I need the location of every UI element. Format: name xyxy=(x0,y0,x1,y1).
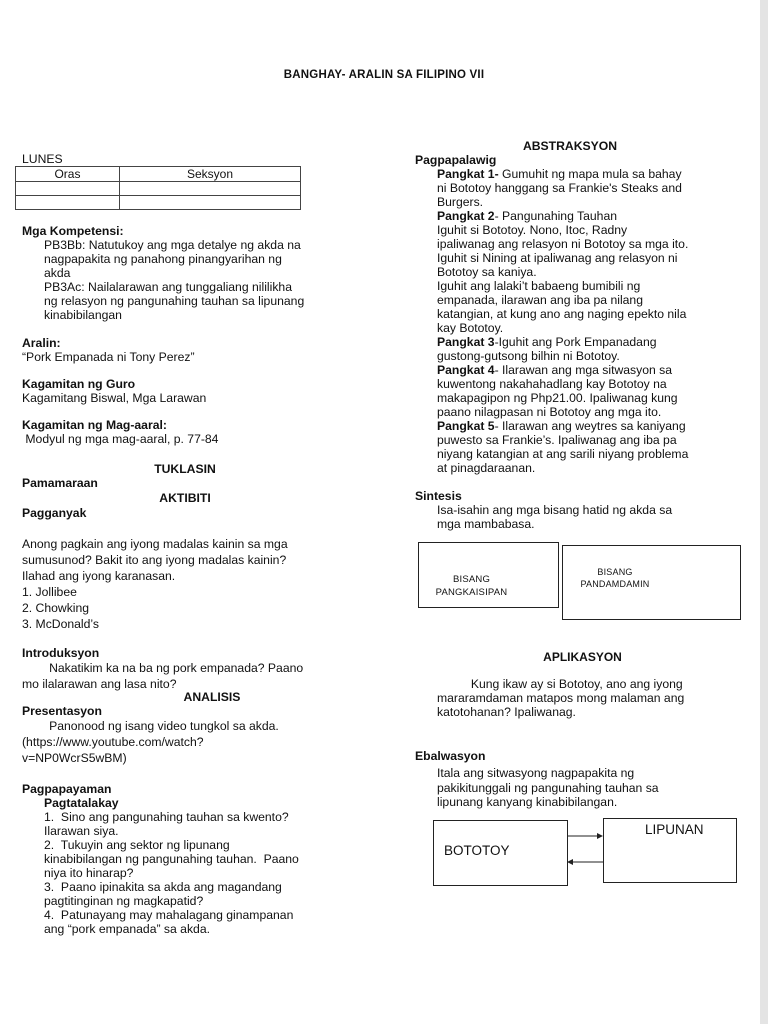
bisang-pandamdamin-box xyxy=(562,545,741,620)
ebalwasyon-heading: Ebalwasyon xyxy=(415,749,486,763)
question-item: 3. Paano ipinakita sa akda ang magandang pagtitinginan ng magkapatid? xyxy=(44,880,282,908)
choice-item: 2. Chowking xyxy=(22,601,90,615)
table-header-seksyon: Seksyon xyxy=(119,167,300,182)
guro-heading: Kagamitan ng Guro xyxy=(22,377,136,391)
pagganyak-text: Anong pagkain ang iyong madalas kainin sa mga sumusunod? Bakit ito ang iyong madalas kainin? Ilahad ang iyong karanasan. xyxy=(22,537,288,583)
lipunan-box xyxy=(603,818,737,883)
analisis-heading: ANALISIS xyxy=(183,690,241,704)
tuklasin-heading: TUKLASIN xyxy=(154,462,216,476)
table-cell xyxy=(119,182,300,196)
pagpapayaman-heading: Pagpapayaman xyxy=(22,782,112,796)
introduksyon-text: Nakatikim ka na ba ng pork empanada? Paano mo ilalarawan ang lasa nito? xyxy=(22,661,304,691)
magaaral-heading: Kagamitan ng Mag-aaral: xyxy=(22,418,167,432)
schedule-table xyxy=(15,166,301,210)
abstraksyon-heading: ABSTRAKSYON xyxy=(522,139,618,153)
aplikasyon-text: Kung ikaw ay si Bototoy, ano ang iyong mararamdaman matapos mong malaman ang katotohanan? Ipaliwanag. xyxy=(437,677,685,719)
introduksyon-heading: Introduksyon xyxy=(22,646,100,660)
choice-item: 3. McDonald’s xyxy=(22,617,99,631)
pangkat-1-text: Gumuhit ng mapa mula sa bahay ni Bototoy hanggang sa Frankie's Steaks and Burgers. xyxy=(437,167,682,209)
right-column xyxy=(415,139,735,531)
aktibiti-heading: AKTIBITI xyxy=(159,491,211,505)
bisang-pangkaisipan-box xyxy=(418,542,559,608)
kompetensi-item: PB3Bb: Natutukoy ang mga detalye ng akda na nagpapakita ng panahong pinangyarihan ng akda xyxy=(44,238,301,280)
pagpapalawig-heading: Pagpapalawig xyxy=(415,153,497,167)
pangkat-3-text: -Iguhit ang Pork Empanadang gustong-gutsong bilhin ni Bototoy. xyxy=(437,335,657,363)
pangkat-3-label: Pangkat 3 xyxy=(437,335,495,349)
pangkat-1 xyxy=(415,167,735,209)
bototoy-box xyxy=(433,820,568,886)
relation-arrows xyxy=(566,828,606,868)
table-cell xyxy=(119,196,300,210)
table-cell xyxy=(16,196,120,210)
sintesis-heading: Sintesis xyxy=(415,489,462,503)
pamamaraan-heading: Pamamaraan xyxy=(22,476,98,490)
question-item: 1. Sino ang pangunahing tauhan sa kwento? Ilarawan siya. xyxy=(44,810,289,838)
pangkat-2 xyxy=(415,209,735,335)
table-header-oras: Oras xyxy=(16,167,120,182)
question-item: 2. Tukuyin ang sektor ng lipunang kinabibilangan ng pangunahing tauhan. Paano niya ito hinarap? xyxy=(44,838,299,880)
pagganyak-heading: Pagganyak xyxy=(22,506,87,520)
bototoy-label: BOTOTOY xyxy=(444,843,510,858)
aplikasyon-heading: APLIKASYON xyxy=(543,650,622,664)
pangkat-5-label: Pangkat 5 xyxy=(437,419,495,433)
left-column xyxy=(22,152,352,936)
presentasyon-heading: Presentasyon xyxy=(22,704,102,718)
pangkat-3 xyxy=(415,335,735,363)
question-item: 4. Patunayang may mahalagang ginampanan ang “pork empanada” sa akda. xyxy=(44,908,294,936)
pangkat-1-label: Pangkat 1- xyxy=(437,167,499,181)
page-title: BANGHAY- ARALIN SA FILIPINO VII xyxy=(283,69,485,81)
kompetensi-heading: Mga Kompetensi: xyxy=(22,224,124,238)
pagtatalakay-heading: Pagtatalakay xyxy=(44,796,119,810)
aralin-heading: Aralin: xyxy=(22,336,61,350)
aralin-text: “Pork Empanada ni Tony Perez” xyxy=(22,350,195,364)
ebalwasyon-text: Itala ang sitwasyong nagpapakita ng pakikitunggali ng pangunahing tauhan sa lipunang kanyang kinabibilangan. xyxy=(437,766,659,809)
pangkat-2-text: - Pangunahing Tauhan Iguhit si Bototoy. Nono, Itoc, Radny ipaliwanag ang relasyon ni Bototoy sa mga ito. Iguhit si Nining at ipaliwanag ang relasyon ni Bototoy sa kaniya. Iguhit ang lalaki’t babaeng bumibili ng empanada, ilarawan ang iba pa nilang katangian, at kung ano ang naging epekto nila kay Bototoy. xyxy=(437,209,689,335)
pangkat-5 xyxy=(415,419,735,475)
table-cell xyxy=(16,182,120,196)
bisang-pandamdamin-label: BISANG PANDAMDAMIN xyxy=(580,567,650,589)
pangkat-5-text: - Ilarawan ang weytres sa kaniyang puwesto sa Frankie’s. Ipaliwanag ang iba pa niyang katangian at ang sarili niyang problema at pinagdaraanan. xyxy=(437,419,689,475)
lipunan-label: LIPUNAN xyxy=(645,822,704,837)
pangkat-2-label: Pangkat 2 xyxy=(437,209,495,223)
day-label: LUNES xyxy=(22,152,63,166)
page-edge xyxy=(760,0,768,1024)
choice-item: 1. Jollibee xyxy=(22,585,77,599)
presentasyon-text: Panonood ng isang video tungkol sa akda. (https://www.youtube.com/watch? v=NP0WcrS5wBM) xyxy=(22,719,279,765)
sintesis-text: Isa-isahin ang mga bisang hatid ng akda sa mga mambabasa. xyxy=(437,503,673,531)
pangkat-4 xyxy=(415,363,735,419)
kompetensi-item: PB3Ac: Nailalarawan ang tunggaliang nililikha ng relasyon ng pangunahing tauhan sa lipunang kinabibilangan xyxy=(44,280,305,322)
guro-text: Kagamitang Biswal, Mga Larawan xyxy=(22,391,207,405)
bisang-pangkaisipan-label: BISANG PANGKAISIPAN xyxy=(435,574,508,598)
pangkat-4-text: - Ilarawan ang mga sitwasyon sa kuwentong nakahahadlang kay Bototoy na makapagipon ng Php21.00. Ipaliwanag kung paano nilagpasan ni Bototoy ang mga ito. xyxy=(437,363,678,419)
pangkat-4-label: Pangkat 4 xyxy=(437,363,495,377)
magaaral-text: Modyul ng mga mag-aaral, p. 77-84 xyxy=(22,432,219,446)
